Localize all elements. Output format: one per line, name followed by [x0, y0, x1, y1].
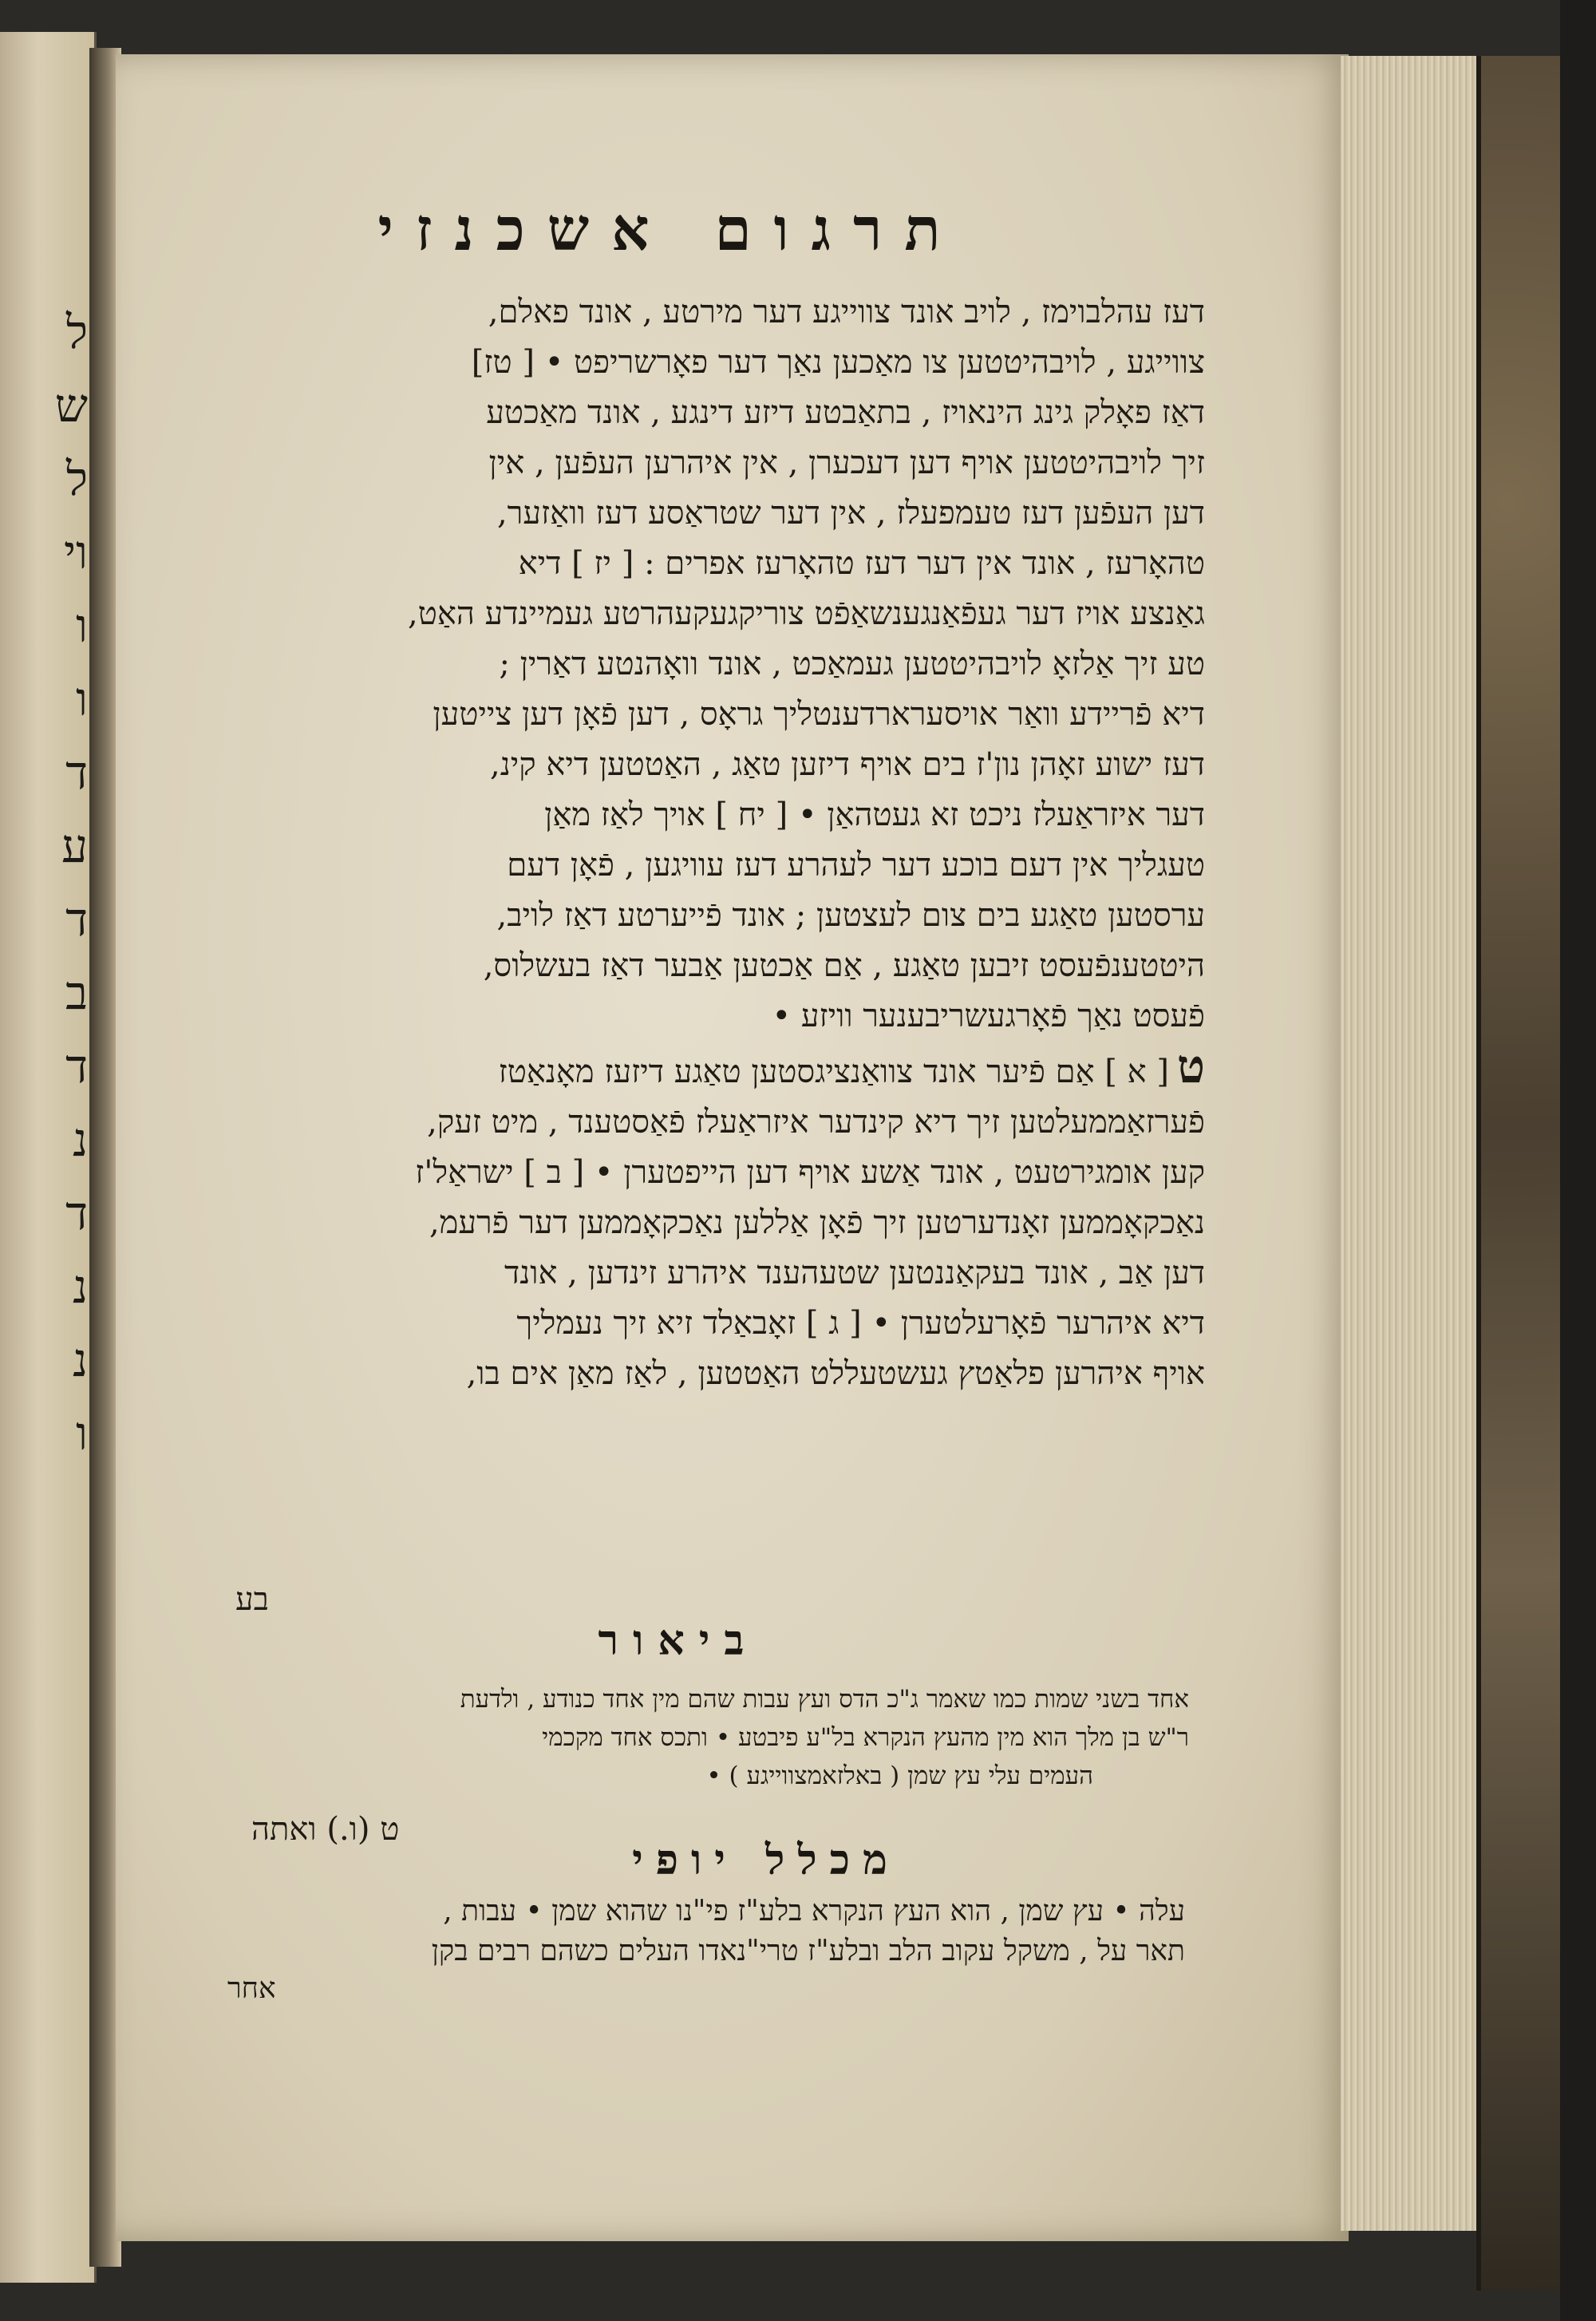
text-line: אויף איהרען פלאַטץ געשטעללט האַטטען , לאַז מאַן אים בו, — [466, 1355, 1205, 1392]
kelal-yofi-heading: מכלל יופי — [632, 1836, 900, 1884]
page-title: תרגום אשכנזי — [377, 196, 963, 264]
text-line: דאַז פאָלק גינג הינאויז , בתאַבטע דיזע דינגע , אונד מאַכטע — [486, 394, 1205, 431]
left-glyph: ל — [65, 452, 88, 506]
text-line: דעז ישוע זאָהן נון'ז בים אויף דיזען טאַג , האַטטען דיא קינ, — [490, 746, 1205, 783]
left-glyph: ד — [65, 745, 88, 800]
page-fore-edge — [1341, 56, 1479, 2231]
commentary-line: ר"ש בן מלך הוא מין מהעץ הנקרא בל"ע פיבטע • ותכס אחד מקכמי — [542, 1723, 1189, 1752]
text-line: טהאָרעז , אונד אין דער דעז טהאָרעז אפרים : [ יז ] דיא — [518, 545, 1205, 582]
left-glyph: ו — [76, 599, 88, 653]
text-line: צווייגע , לויבהיטטען צו מאַכען נאַך דער פאָרשריפט • [ טז] — [471, 344, 1205, 381]
text-line: פֿערזאַממעלטען זיך דיא קינדער איזראַעלז פֿאַסטענד , מיט זעק, — [427, 1104, 1205, 1141]
left-glyph: ל — [65, 305, 88, 359]
left-glyph: נ — [73, 1333, 88, 1387]
commentary-line: אחד בשני שמות כמו שאמר ג"כ הדס ועץ עבות שהם מין אחד כנודע , ולדעת — [460, 1685, 1189, 1714]
left-glyph: ד — [65, 892, 88, 947]
text-line: קען אומגירטעט , אונד אַשע אויף דען הייפטערן • [ ב ] ישראַל'ז — [415, 1154, 1205, 1191]
text-line: דיא איהרער פֿאָרעלטערן • [ ג ] זאָבאַלד זיא זיך נעמליך — [516, 1305, 1205, 1342]
left-glyph: ד — [65, 1039, 88, 1093]
left-page-edge — [0, 32, 97, 2283]
left-glyph: ב — [65, 966, 88, 1020]
text-line: דעז עהלבוימז , לויב אונד צווייגע דער מירטע , אונד פאלם, — [488, 294, 1205, 330]
text-line: נאַכקאָממען זאָנדערטען זיך פֿאָן אַללען נאַכקאָממען דער פֿרעמ, — [429, 1204, 1205, 1241]
text-line — [140, 1042, 1205, 1097]
left-glyph: ש — [54, 378, 88, 433]
biur-heading: ביאור — [598, 1616, 759, 1665]
commentary-line: תאר על , משקל עקוב הלב ובלע"ז טרי"נאדו העלים כשהם רבים בקן — [431, 1935, 1185, 1967]
text-line: דען העפֿען דעז טעמפעלז , אין דער שטראַסע דעז וואַזער, — [496, 495, 1205, 532]
left-glyph: ו — [76, 672, 88, 726]
left-glyph: וי — [63, 525, 88, 579]
commentary-line: העמים עלי עץ שמן ( באלזאמצווייגע ) • — [706, 1762, 1093, 1790]
text-line: דיא פֿריידע וואַר אויסערארדענטליך גראָס , דען פֿאָן דען צייטען — [433, 696, 1205, 733]
text-line: דער איזראַעלז ניכט זא געטהאַן • [ יח ] אויך לאַז מאַן — [544, 797, 1205, 833]
left-glyph: נ — [73, 1113, 88, 1167]
text-line: זיך לויבהיטטען אויף דען דעכערן , אין איהרען העפֿען , אין — [488, 445, 1205, 481]
catchword: ט (ו.) ואתה — [251, 1811, 400, 1848]
main-text — [140, 287, 1205, 1399]
biur-commentary — [192, 1680, 1189, 1795]
text-line: גאַנצע אויז דער געפֿאַנגענשאַפֿט צוריקגעקעהרטע געמיינדע האַט, — [408, 595, 1205, 632]
catchword: אחר — [227, 1972, 276, 2005]
background-strip — [1560, 0, 1596, 2321]
text-line: דען אַב , אונד בעקאַננטען שטעהענד איהרע זינדען , אונד — [504, 1255, 1205, 1291]
drop-cap: ט — [1176, 1042, 1205, 1093]
text-line: היטטענפֿעסט זיבען טאַגע , אַם אַכטען אַבער דאַז בעשלוס, — [483, 947, 1205, 984]
left-glyph: ו — [76, 1406, 88, 1461]
left-glyph: נ — [73, 1259, 88, 1314]
text-line: פֿעסט נאַך פֿאָרגעשריבענער וויזע • — [772, 998, 1205, 1034]
text-line: ערסטען טאַגע בים צום לעצטען ; אונד פֿייערטע דאַז לויב, — [496, 897, 1205, 934]
commentary-line: עלה • עץ שמן , הוא העץ הנקרא בלע"ז פי"נו שהוא שמן • עבות , — [443, 1895, 1185, 1928]
text-line-content: [ א ] אַם פֿיער אונד צוואַנציגסטען טאַגע דיזעז מאָנאַטז — [498, 1054, 1169, 1090]
left-page-text-fragments — [16, 295, 88, 1470]
left-glyph: ע — [61, 819, 88, 873]
text-line: טעגליך אין דעם בוכע דער לעהרע דעז עוויגען , פֿאָן דעם — [507, 847, 1205, 884]
book-cover — [1476, 56, 1565, 2291]
catchword: בע — [235, 1581, 269, 1618]
left-glyph: ד — [65, 1186, 88, 1240]
text-line: טע זיך אַלזאָ לויבהיטטען געמאַכט , אונד וואָהנטע דאַרין ; — [499, 646, 1205, 682]
kelal-yofi-commentary — [219, 1892, 1185, 1971]
